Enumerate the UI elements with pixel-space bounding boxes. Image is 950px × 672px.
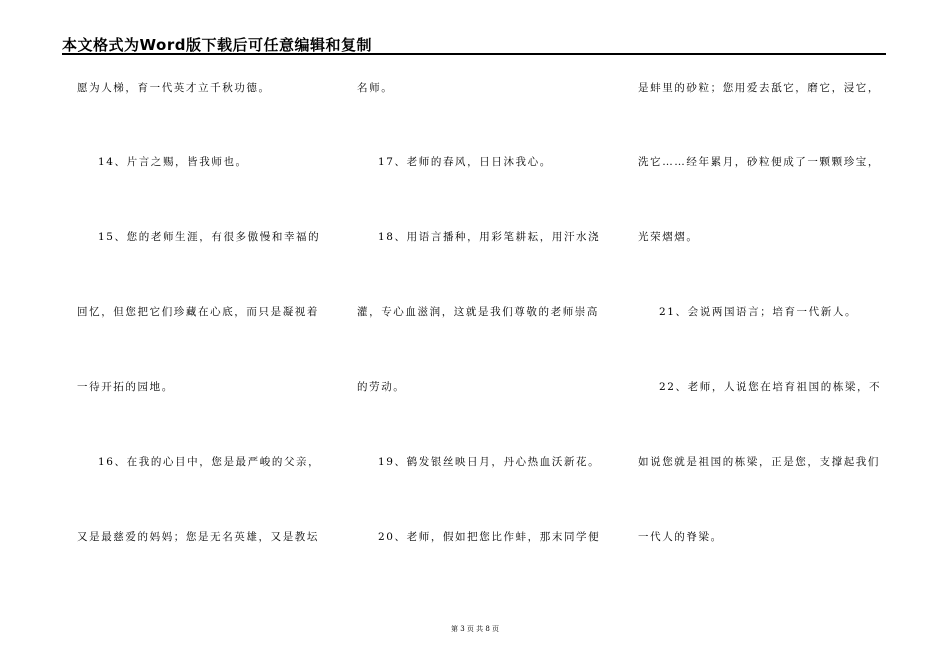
text-line: 15、您的老师生涯，有很多傲慢和幸福的: [98, 231, 321, 243]
text-line: 光荣熠熠。: [638, 231, 699, 243]
text-line: 名师。: [357, 82, 394, 94]
text-line: 灌，专心血滋润，这就是我们尊敬的老师崇高: [357, 306, 599, 318]
text-line: 洗它……经年累月，砂粒便成了一颗颗珍宝，: [638, 156, 880, 168]
text-line: 回忆，但您把它们珍藏在心底，而只是凝视着: [77, 306, 319, 318]
text-line: 21、会说两国语言；培育一代新人。: [659, 306, 858, 318]
text-column-3: [638, 0, 883, 672]
text-line: 20、老师，假如把您比作蚌，那末同学便: [378, 531, 601, 543]
text-line: 一代人的脊梁。: [638, 531, 723, 543]
text-line: 17、老师的春风，日日沐我心。: [378, 156, 552, 168]
text-line: 16、在我的心目中，您是最严峻的父亲，: [98, 456, 321, 468]
text-line: 14、片言之赐，皆我师也。: [98, 156, 248, 168]
page-number-footer: 第 3 页 共 8 页: [450, 625, 500, 633]
text-line: 是蚌里的砂粒；您用爱去舐它，磨它，浸它，: [638, 82, 880, 94]
text-line: 一待开拓的园地。: [77, 381, 174, 393]
document-header-title: 本文格式为Word版下载后可任意编辑和复制: [62, 36, 372, 54]
text-line: 愿为人梯，育一代英才立千秋功德。: [77, 82, 271, 94]
text-line: 19、鹤发银丝映日月，丹心热血沃新花。: [378, 456, 601, 468]
text-line: 18、用语言播种，用彩笔耕耘，用汗水浇: [378, 231, 601, 243]
text-line: 的劳动。: [357, 381, 406, 393]
text-column-2: [357, 0, 602, 672]
text-column-1: [77, 0, 322, 672]
text-line: 22、老师，人说您在培育祖国的栋梁，不: [659, 381, 882, 393]
text-line: 如说您就是祖国的栋梁，正是您，支撑起我们: [638, 456, 880, 468]
text-line: 又是最慈爱的妈妈；您是无名英雄，又是教坛: [77, 531, 319, 543]
